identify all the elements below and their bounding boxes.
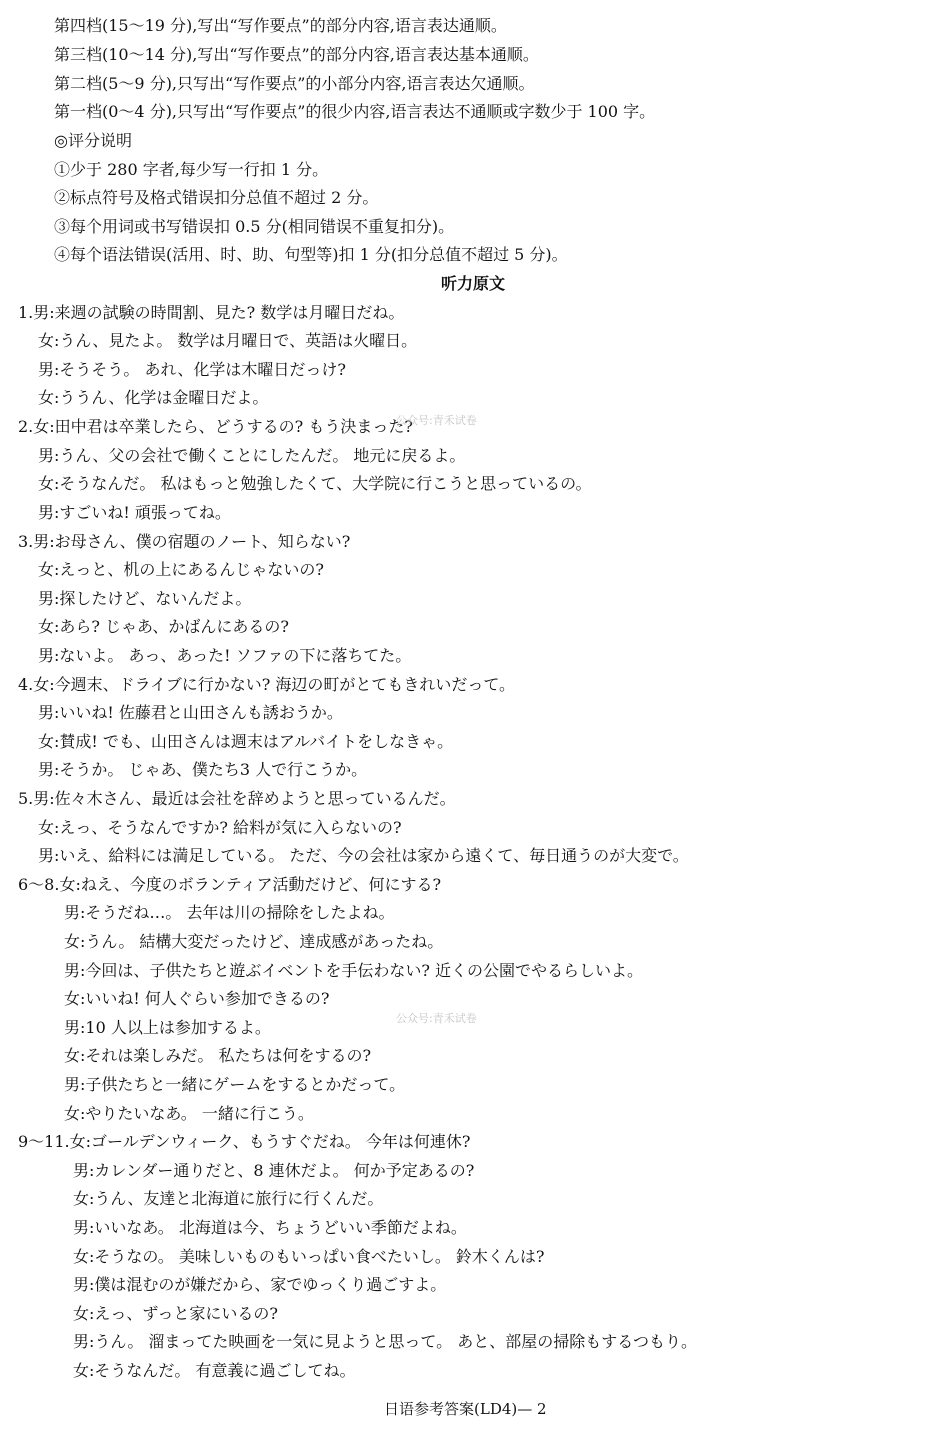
dialogue-line: 女:うん、見たよ。 数学は月曜日で、英語は火曜日。 <box>38 331 418 350</box>
dialogue-line: 男:うん、父の会社で働くことにしたんだ。 地元に戻るよ。 <box>38 446 466 465</box>
scoring-note: ①少于 280 字者,每少写一行扣 1 分。 <box>54 160 329 179</box>
listening-title: 听力原文 <box>441 274 506 293</box>
scoring-note: ③每个用词或书写错误扣 0.5 分(相同错误不重复扣分)。 <box>54 217 455 236</box>
scoring-level-1: 第一档(0～4 分),只写出“写作要点”的很少内容,语言表达不通顺或字数少于 100 字。 <box>54 102 656 121</box>
dialogue-line: 女:そうなんだ。 私はもっと勉強したくて、大学院に行こうと思っているの。 <box>38 474 592 493</box>
dialogue-line: 女:いいね! 何人ぐらい参加できるの? <box>64 989 330 1008</box>
dialogue-line: 女:えっ、ずっと家にいるの? <box>73 1304 279 1323</box>
dialogue-line: 女:うん。 結構大変だったけど、達成感があったね。 <box>64 932 444 951</box>
dialogue-line: 1.男:来週の試験の時間割、見た? 数学は月曜日だね。 <box>18 303 405 322</box>
watermark: 公众号:青禾试卷 <box>396 414 477 427</box>
watermark: 公众号:青禾试卷 <box>396 1012 477 1025</box>
dialogue-line: 男:探したけど、ないんだよ。 <box>38 589 252 608</box>
page-footer: 日语参考答案(LD4)— 2 <box>384 1400 547 1418</box>
dialogue-line: 4.女:今週末、ドライブに行かない? 海辺の町がとてもきれいだって。 <box>18 675 516 694</box>
dialogue-line: 男:今回は、子供たちと遊ぶイベントを手伝わない? 近くの公園でやるらしいよ。 <box>64 961 644 980</box>
scoring-level-4: 第四档(15～19 分),写出“写作要点”的部分内容,语言表达通顺。 <box>54 16 507 35</box>
dialogue-line: 男:子供たちと一緒にゲームをするとかだって。 <box>64 1075 406 1094</box>
dialogue-line: 女:それは楽しみだ。 私たちは何をするの? <box>64 1046 372 1065</box>
scoring-level-2: 第二档(5～9 分),只写出“写作要点”的小部分内容,语言表达欠通顺。 <box>54 74 535 93</box>
dialogue-line: 女:あら? じゃあ、かばんにあるの? <box>38 617 289 636</box>
dialogue-line: 女:やりたいなあ。 一緒に行こう。 <box>64 1104 314 1123</box>
dialogue-line: 男:そうそう。 あれ、化学は木曜日だっけ? <box>38 360 347 379</box>
dialogue-line: 3.男:お母さん、僕の宿題のノート、知らない? <box>18 532 351 551</box>
dialogue-line: 女:賛成! でも、山田さんは週末はアルバイトをしなきゃ。 <box>38 732 454 751</box>
dialogue-line: 男:いいなあ。 北海道は今、ちょうどいい季節だよね。 <box>73 1218 467 1237</box>
dialogue-line: 男:そうか。 じゃあ、僕たち3 人で行こうか。 <box>38 760 368 779</box>
dialogue-line: 5.男:佐々木さん、最近は会社を辞めようと思っているんだ。 <box>18 789 456 808</box>
dialogue-line: 女:えっ、そうなんですか? 給料が気に入らないの? <box>38 818 402 837</box>
dialogue-line: 男:うん。 溜まってた映画を一気に見ようと思って。 あと、部屋の掃除もするつもり。 <box>73 1332 698 1351</box>
scoring-level-3: 第三档(10～14 分),写出“写作要点”的部分内容,语言表达基本通顺。 <box>54 45 539 64</box>
dialogue-line: 女:えっと、机の上にあるんじゃないの? <box>38 560 324 579</box>
dialogue-line: 6～8.女:ねえ、今度のボランティア活動だけど、何にする? <box>18 875 442 894</box>
dialogue-line: 男:ないよ。 あっ、あった! ソファの下に落ちてた。 <box>38 646 412 665</box>
scoring-note: ④每个语法错误(活用、时、助、句型等)扣 1 分(扣分总值不超过 5 分)。 <box>54 245 568 264</box>
dialogue-line: 女:そうなの。 美味しいものもいっぱい食べたいし。 鈴木くんは? <box>73 1247 545 1266</box>
dialogue-line: 女:そうなんだ。 有意義に過ごしてね。 <box>73 1361 356 1380</box>
dialogue-line: 男:いいね! 佐藤君と山田さんも誘おうか。 <box>38 703 343 722</box>
dialogue-line: 男:すごいね! 頑張ってね。 <box>38 503 231 522</box>
dialogue-line: 女:ううん、化学は金曜日だよ。 <box>38 388 269 407</box>
dialogue-line: 男:僕は混むのが嫌だから、家でゆっくり過ごすよ。 <box>73 1275 447 1294</box>
dialogue-line: 2.女:田中君は卒業したら、どうするの? もう決まった? <box>18 417 413 436</box>
dialogue-line: 女:うん、友達と北海道に旅行に行くんだ。 <box>73 1189 384 1208</box>
dialogue-line: 男:いえ、給料には満足している。 ただ、今の会社は家から遠くて、毎日通うのが大変で。 <box>38 846 689 865</box>
dialogue-line: 男:そうだね…。 去年は川の掃除をしたよね。 <box>64 903 395 922</box>
dialogue-line: 男:10 人以上は参加するよ。 <box>64 1018 271 1037</box>
dialogue-line: 男:カレンダー通りだと、8 連休だよ。 何か予定あるの? <box>73 1161 475 1180</box>
scoring-note: ②标点符号及格式错误扣分总值不超过 2 分。 <box>54 188 379 207</box>
dialogue-line: 9～11.女:ゴールデンウィーク、もうすぐだね。 今年は何連休? <box>18 1132 471 1151</box>
scoring-notes-title: ◎评分说明 <box>54 131 132 150</box>
